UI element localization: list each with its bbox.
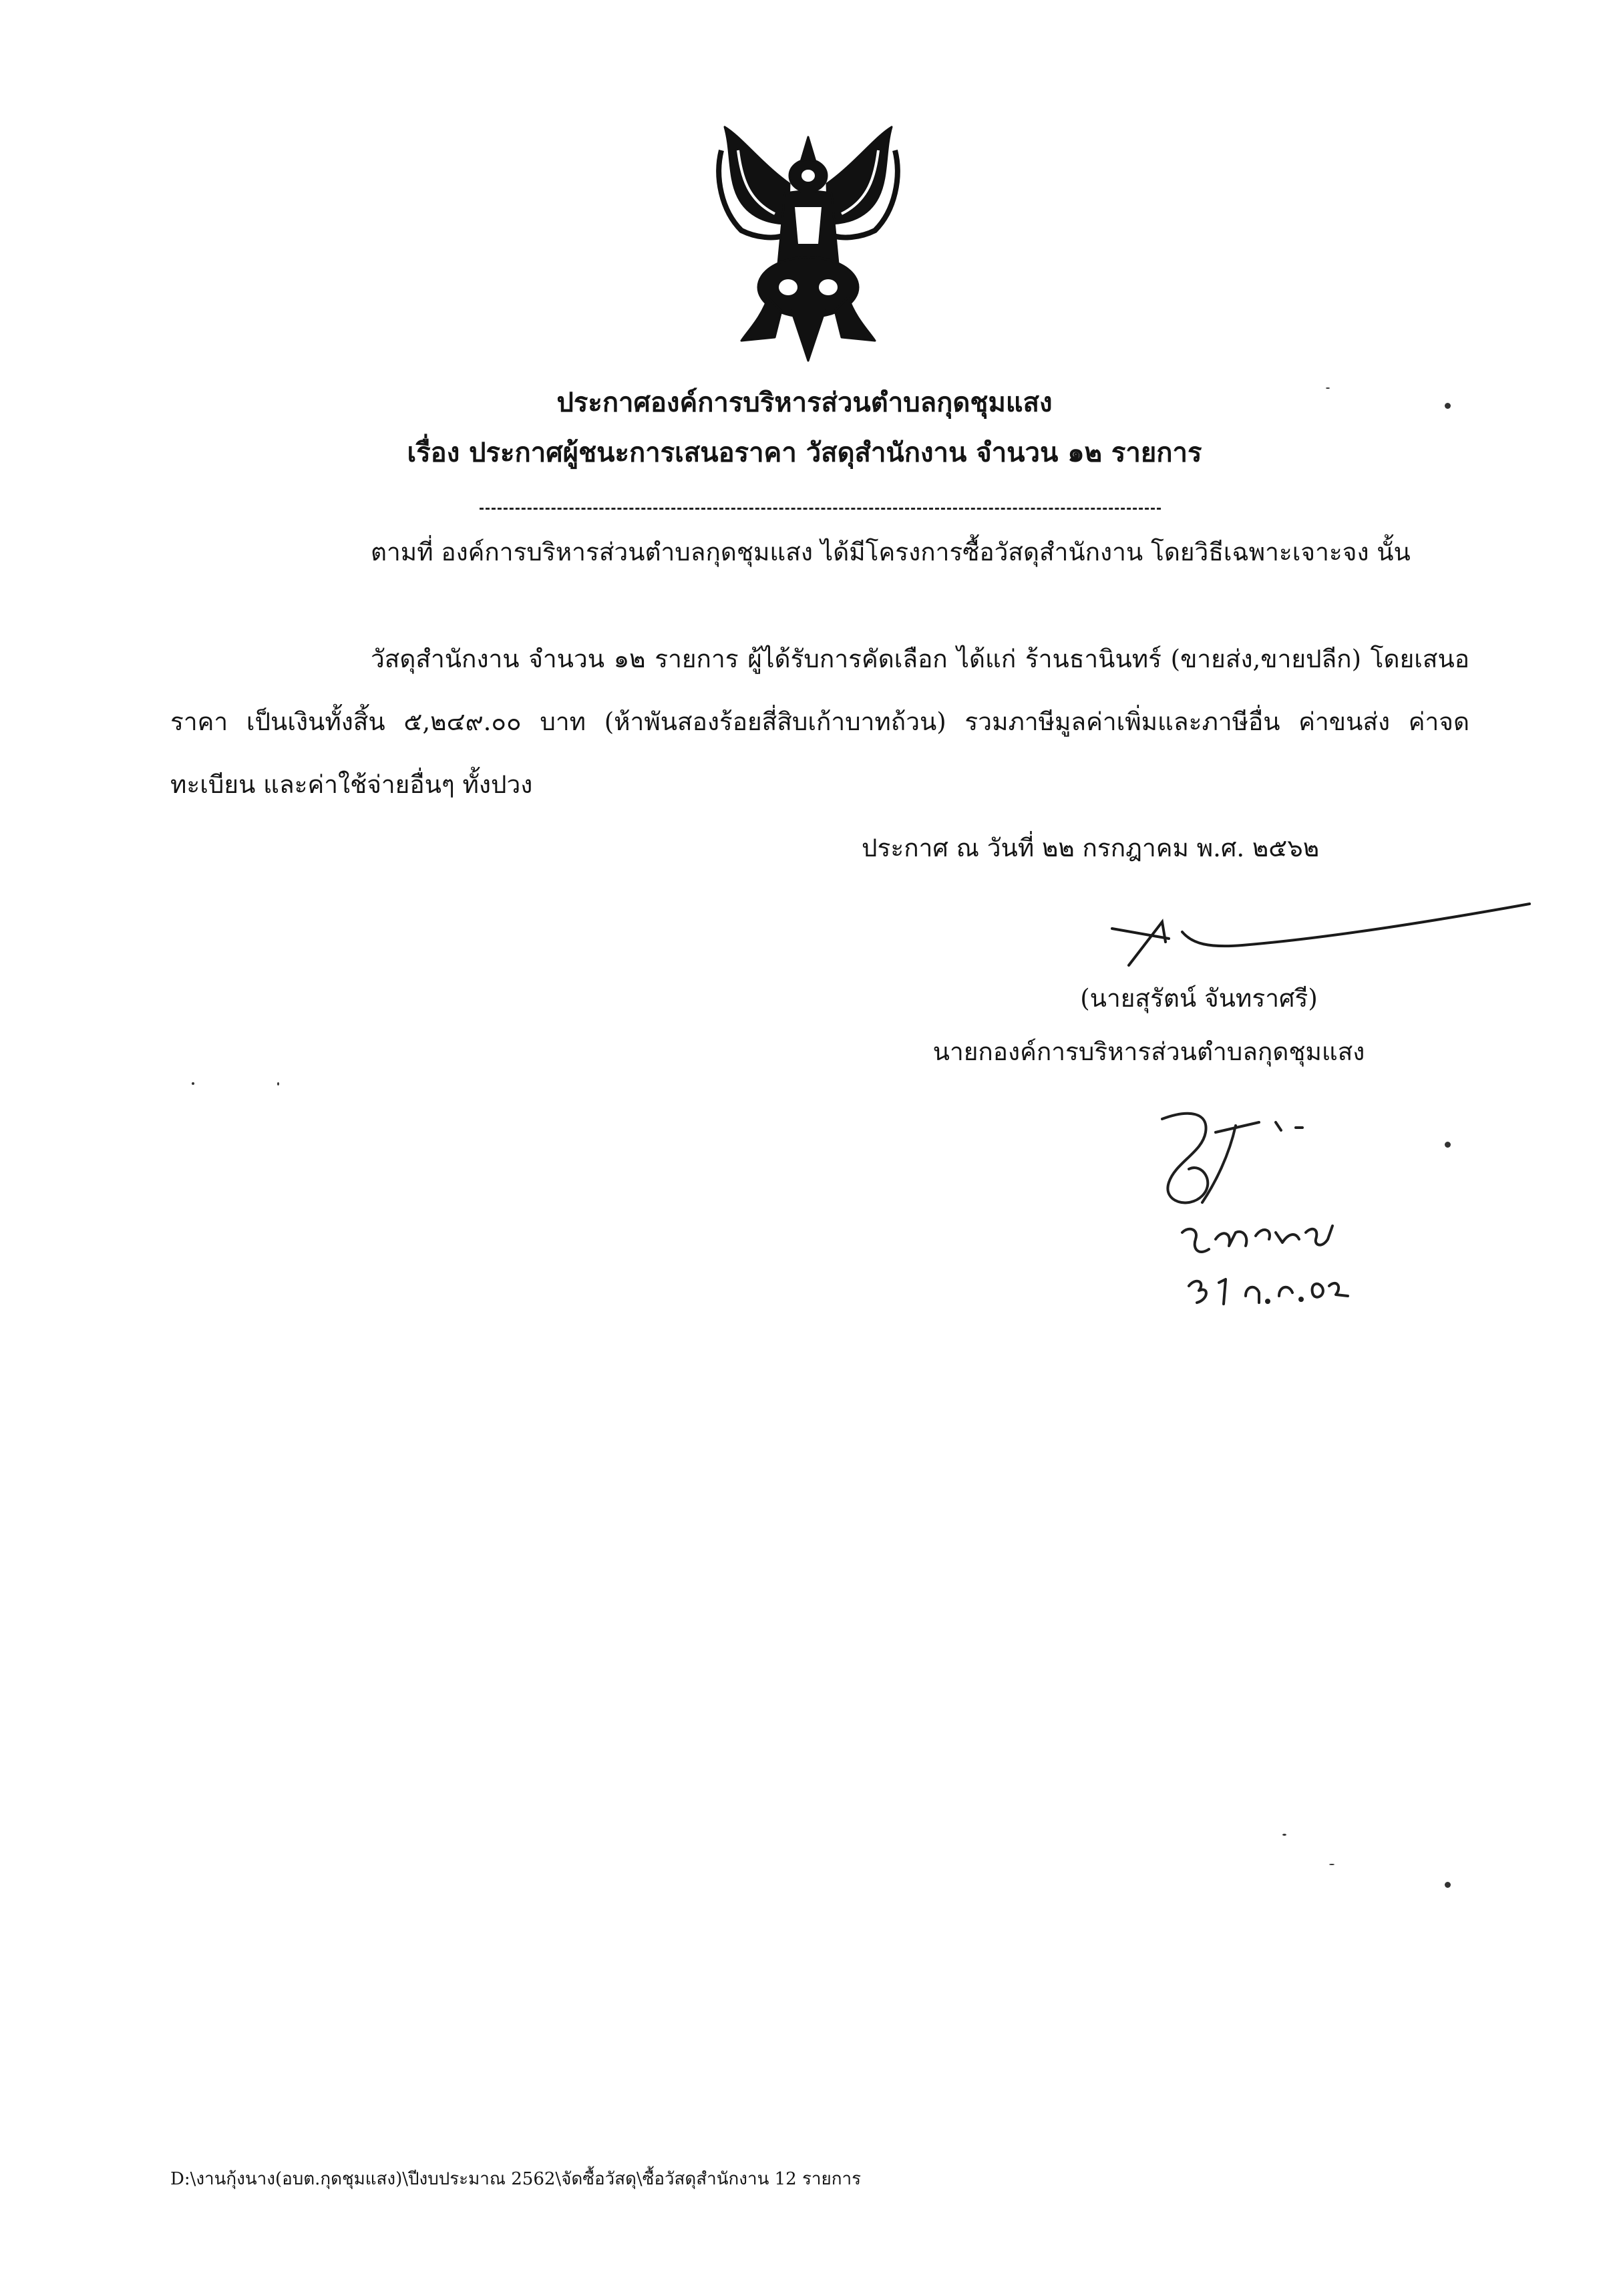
footer-file-path: D:\งานกุ้งนาง(อบต.กุดชุมแสง)\ปีงบประมาณ 2562\จัดซื้อวัสดุ\ซื้อวัสดุสำนักงาน 12 รายการ [170, 2169, 862, 2189]
scan-speck [1326, 387, 1330, 389]
scan-speck [1445, 403, 1451, 409]
scan-speck [1445, 1142, 1451, 1148]
handwritten-signature [1082, 892, 1536, 985]
document-title: ประกาศองค์การบริหารส่วนตำบลกุดชุมแสง [556, 387, 1053, 418]
scan-speck [277, 1082, 279, 1086]
paragraph-winner: วัสดุสำนักงาน จำนวน ๑๒ รายการ ผู้ได้รับการคัดเลือก ได้แก่ ร้านธานินทร์ (ขายส่ง,ขายปลีก) โดยเสนอราคา เป็นเงินทั้งสิ้น ๕,๒๔๙.๐๐ บาท (ห้าพันสองร้อยสี่สิบเก้าบาทถ้วน) รวมภาษีมูลค่าเพิ่มและภาษีอื่น ค่าขนส่ง ค่าจดทะเบียน และค่าใช้จ่ายอื่นๆ ทั้งปวง [170, 645, 1469, 799]
scan-speck [1445, 1882, 1451, 1888]
title-divider [480, 508, 1161, 510]
handwritten-note [1135, 1096, 1443, 1316]
scan-speck [1329, 1864, 1334, 1865]
scan-speck [192, 1082, 194, 1085]
garuda-emblem [701, 124, 915, 371]
announcement-date: ประกาศ ณ วันที่ ๒๒ กรกฎาคม พ.ศ. ๒๕๖๒ [862, 834, 1320, 862]
scan-speck [1282, 1834, 1286, 1836]
signer-name: (นายสุรัตน์ จันทราศรี) [1080, 984, 1318, 1013]
signer-title: นายกองค์การบริหารส่วนตำบลกุดชุมแสง [932, 1037, 1365, 1066]
document-subject: เรื่อง ประกาศผู้ชนะการเสนอราคา วัสดุสำนักงาน จำนวน ๑๒ รายการ [407, 437, 1202, 468]
paragraph-project: ตามที่ องค์การบริหารส่วนตำบลกุดชุมแสง ได้มีโครงการซื้อวัสดุสำนักงาน โดยวิธีเฉพาะเจาะจง นั้น [371, 538, 1411, 566]
